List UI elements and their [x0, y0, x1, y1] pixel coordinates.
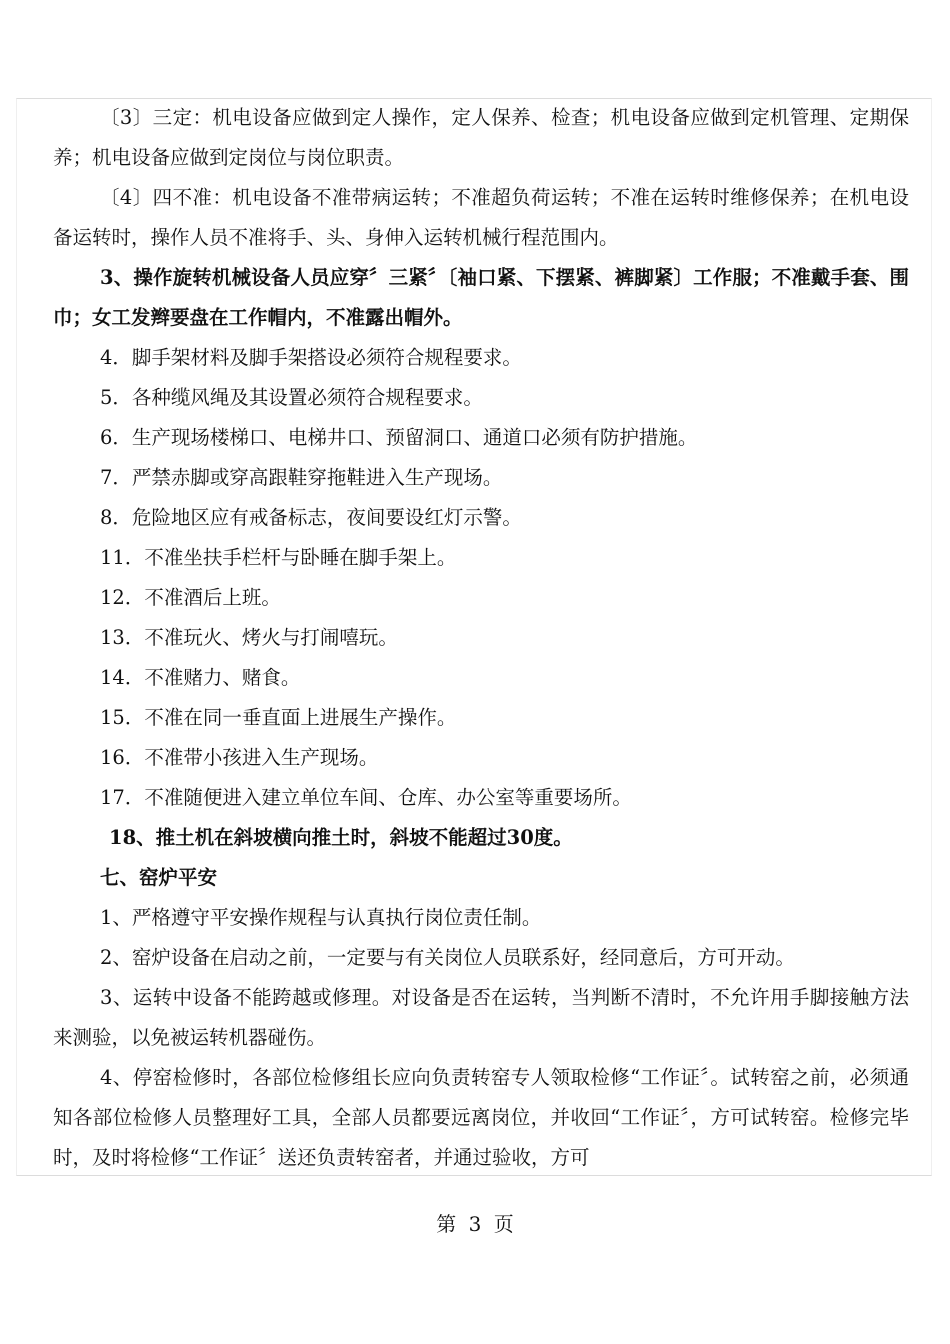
- kiln-rule-4: 4、停窑检修时，各部位检修组长应向负责转窑专人领取检修“工作证〞。试转窑之前，必须通知各部位检修人员整理好工具，全部人员都要远离岗位，并收回“工作证〞，方可试转窑。检修完毕时，及时将检修“工作证〞送还负责转窑者，并通过验收，方可: [53, 1066, 909, 1169]
- rule-item-14: 14．不准赌力、赌食。: [100, 666, 301, 689]
- rule-item-5: 5．各种缆风绳及其设置必须符合规程要求。: [100, 386, 483, 409]
- rule-item-18: 18、推土机在斜坡横向推土时，斜坡不能超过30度。: [109, 826, 573, 849]
- paragraph-four-prohibitions: 〔4〕四不准：机电设备不准带病运转；不准超负荷运转；不准在运转时维修保养；在机电设备运转时，操作人员不准将手、头、身伸入运转机械行程范围内。: [53, 186, 909, 249]
- document-body: [53, 98, 909, 1178]
- rule-item-17: 17．不准随便进入建立单位车间、仓库、办公室等重要场所。: [100, 786, 632, 809]
- rule-item-6: 6．生产现场楼梯口、电梯井口、预留洞口、通道口必须有防护措施。: [100, 426, 698, 449]
- paragraph-rotating-machinery: 3、操作旋转机械设备人员应穿〞三紧〞〔袖口紧、下摆紧、裤脚紧〕工作服；不准戴手套、围巾；女工发辫要盘在工作帽内，不准露出帽外。: [53, 266, 909, 329]
- rule-item-12: 12．不准酒后上班。: [100, 586, 281, 609]
- rule-item-11: 11．不准坐扶手栏杆与卧睡在脚手架上。: [100, 546, 457, 569]
- page-number: 第 3 页: [436, 1212, 514, 1236]
- section-heading-kiln-safety: 七、窑炉平安: [100, 866, 218, 889]
- rule-item-4: 4．脚手架材料及脚手架搭设必须符合规程要求。: [100, 346, 522, 369]
- rule-item-15: 15．不准在同一垂直面上进展生产操作。: [100, 706, 457, 729]
- rule-item-16: 16．不准带小孩进入生产现场。: [100, 746, 379, 769]
- rule-item-13: 13．不准玩火、烤火与打闹嘻玩。: [100, 626, 398, 649]
- rule-item-7: 7．严禁赤脚或穿高跟鞋穿拖鞋进入生产现场。: [100, 466, 503, 489]
- kiln-rule-3: 3、运转中设备不能跨越或修理。对设备是否在运转，当判断不清时，不允许用手脚接触方法来测验，以免被运转机器碰伤。: [53, 986, 909, 1049]
- kiln-rule-1: 1、严格遵守平安操作规程与认真执行岗位责任制。: [100, 906, 542, 929]
- kiln-rule-2: 2、窑炉设备在启动之前，一定要与有关岗位人员联系好，经同意后，方可开动。: [100, 946, 795, 969]
- rule-item-8: 8．危险地区应有戒备标志，夜间要设红灯示警。: [100, 506, 522, 529]
- paragraph-three-fixed: 〔3〕三定：机电设备应做到定人操作，定人保养、检查；机电设备应做到定机管理、定期保养；机电设备应做到定岗位与岗位职责。: [53, 106, 909, 169]
